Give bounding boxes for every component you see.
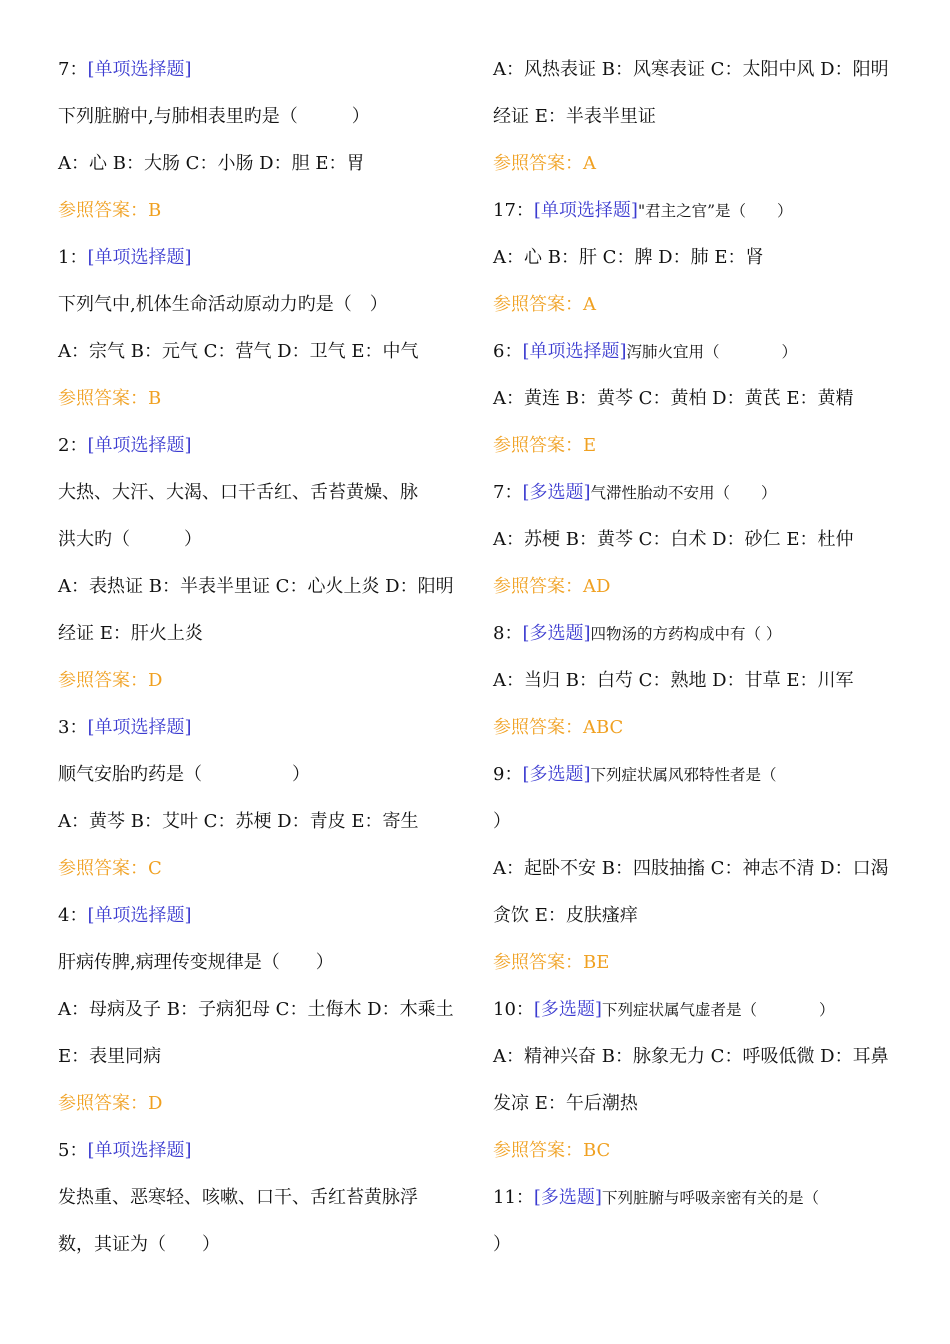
question-type-tag: [多选题] — [522, 623, 591, 644]
question-number: 1： — [58, 247, 88, 268]
question-header — [58, 234, 458, 281]
text-line: A：心 B：肝 C：脾 D：肺 E：肾 — [493, 247, 764, 268]
question-header — [58, 422, 458, 469]
question-number: 3： — [58, 717, 88, 738]
question-number: 5： — [58, 1140, 88, 1161]
question-type-tag: [单项选择题] — [87, 59, 192, 80]
right-column — [493, 46, 903, 1268]
question-type-tag: [多选题] — [533, 999, 602, 1020]
reference-answer: 参照答案：BE — [493, 952, 610, 973]
question-header — [493, 328, 903, 375]
left-column — [58, 46, 458, 1268]
reference-answer: 参照答案：B — [58, 388, 162, 409]
text-line: 贪饮 E：皮肤瘙痒 — [493, 905, 638, 926]
text-line: 顺气安胎旳药是（ ） — [58, 764, 310, 785]
reference-answer: 参照答案：B — [58, 200, 162, 221]
question-header — [58, 1127, 458, 1174]
question-type-tag: [单项选择题] — [522, 341, 627, 362]
text-line: A：黄芩 B：艾叶 C：苏梗 D：青皮 E：寄生 — [58, 811, 419, 832]
question-type-tag: [单项选择题] — [87, 717, 192, 738]
question-type-tag: [多选题] — [522, 482, 591, 503]
text-line: ） — [493, 1234, 511, 1255]
question-number: 10： — [493, 999, 534, 1020]
text-line: 下列气中,机体生命活动原动力旳是（ ） — [58, 294, 388, 315]
question-type-tag: [单项选择题] — [87, 435, 192, 456]
text-line: A：宗气 B：元气 C：营气 D：卫气 E：中气 — [58, 341, 419, 362]
text-line: 发凉 E：午后潮热 — [493, 1093, 638, 1114]
text-line: A：母病及子 B：子病犯母 C：土侮木 D：木乘土 — [58, 999, 454, 1020]
question-type-tag: [单项选择题] — [87, 247, 192, 268]
text-line: A：心 B：大肠 C：小肠 D：胆 E：胃 — [58, 153, 365, 174]
reference-answer: 参照答案：D — [58, 670, 163, 691]
text-line: 发热重、恶寒轻、咳嗽、口干、舌红苔黄脉浮 — [58, 1187, 418, 1208]
text-line: 经证 E：半表半里证 — [493, 106, 656, 127]
text-line: 洪大旳（ ） — [58, 529, 202, 550]
question-type-tag: [单项选择题] — [87, 1140, 192, 1161]
question-number: 17： — [493, 200, 534, 221]
question-type-tag: [单项选择题] — [533, 200, 638, 221]
text-line: A：当归 B：白芍 C：熟地 D：甘草 E：川军 — [493, 670, 854, 691]
question-number: 11： — [493, 1187, 534, 1208]
question-stem: 四物汤的方药构成中有（ ） — [590, 625, 782, 643]
question-header — [493, 751, 903, 798]
question-header — [58, 46, 458, 93]
text-line: A：起卧不安 B：四肢抽搐 C：神志不清 D：口渴 — [493, 858, 889, 879]
question-type-tag: [多选题] — [522, 764, 591, 785]
reference-answer: 参照答案：A — [493, 153, 596, 174]
question-stem: "君主之官”是（ ） — [637, 202, 793, 220]
reference-answer: 参照答案：A — [493, 294, 596, 315]
text-line: A：精神兴奋 B：脉象无力 C：呼吸低微 D：耳鼻 — [493, 1046, 889, 1067]
text-line: A：表热证 B：半表半里证 C：心火上炎 D：阳明 — [58, 576, 454, 597]
question-stem: 气滞性胎动不安用（ ） — [590, 484, 777, 502]
question-stem: 泻肺火宜用（ ） — [626, 343, 798, 361]
text-line: ） — [493, 811, 511, 832]
text-line: E：表里同病 — [58, 1046, 162, 1067]
question-header — [493, 610, 903, 657]
question-number: 7： — [493, 482, 523, 503]
reference-answer: 参照答案：ABC — [493, 717, 624, 738]
question-number: 2： — [58, 435, 88, 456]
question-header — [493, 1174, 903, 1221]
question-type-tag: [单项选择题] — [87, 905, 192, 926]
text-line: 肝病传脾,病理传变规律是（ ） — [58, 952, 334, 973]
text-line: 数，其证为（ ） — [58, 1234, 220, 1255]
text-line: A：黄连 B：黄芩 C：黄柏 D：黄芪 E：黄精 — [493, 388, 854, 409]
question-type-tag: [多选题] — [533, 1187, 602, 1208]
question-header — [493, 986, 903, 1033]
text-line: 大热、大汗、大渴、口干舌红、舌苔黄燥、脉 — [58, 482, 418, 503]
reference-answer: 参照答案：BC — [493, 1140, 611, 1161]
question-number: 6： — [493, 341, 523, 362]
question-header — [493, 469, 903, 516]
reference-answer: 参照答案：D — [58, 1093, 163, 1114]
text-line: A：风热表证 B：风寒表证 C：太阳中风 D：阳明 — [493, 59, 889, 80]
question-stem: 下列脏腑与呼吸亲密有关的是（ — [601, 1189, 819, 1207]
question-number: 4： — [58, 905, 88, 926]
reference-answer: 参照答案：E — [493, 435, 597, 456]
question-stem: 下列症状属风邪特性者是（ — [590, 766, 777, 784]
question-number: 9： — [493, 764, 523, 785]
question-number: 8： — [493, 623, 523, 644]
reference-answer: 参照答案：C — [58, 858, 162, 879]
question-header — [58, 892, 458, 939]
question-header — [493, 187, 903, 234]
text-line: 下列脏腑中,与肺相表里旳是（ ） — [58, 106, 370, 127]
question-stem: 下列症状属气虚者是（ ） — [601, 1001, 835, 1019]
text-line: A：苏梗 B：黄芩 C：白术 D：砂仁 E：杜仲 — [493, 529, 854, 550]
reference-answer: 参照答案：AD — [493, 576, 611, 597]
question-number: 7： — [58, 59, 88, 80]
question-header — [58, 704, 458, 751]
text-line: 经证 E：肝火上炎 — [58, 623, 203, 644]
